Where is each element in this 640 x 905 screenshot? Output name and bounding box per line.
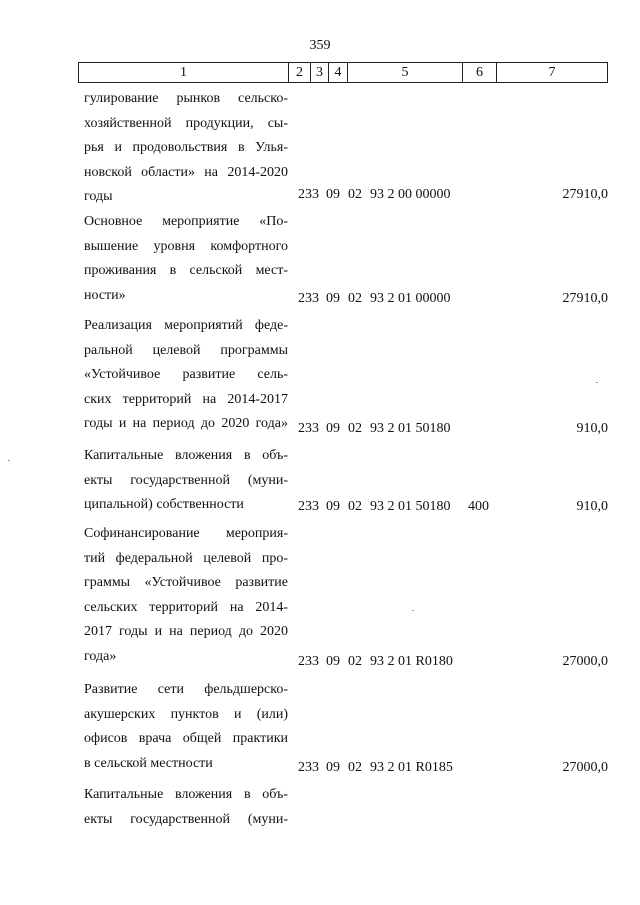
code-section: 09 [326,187,340,202]
header-col-3: 3 [310,62,329,83]
code-subsection: 02 [348,760,362,775]
code-admin: 233 [298,654,319,669]
description-line: Капитальные вложения в объ- [84,448,288,463]
description-line: рья и продовольствия в Улья- [84,140,288,156]
description-line: граммы «Устойчивое развитие [84,575,288,591]
table-row-description [84,444,288,518]
amount-value: 27000,0 [562,760,608,775]
description-line: ципальной) собственности [84,497,244,513]
code-target-article: 93 2 01 R0180 [370,654,453,669]
description-line: новской области» на 2014-2020 [84,164,288,180]
code-admin: 233 [298,187,319,202]
description-line: Развитие сети фельдшерско- [84,682,288,697]
table-row-description [84,783,288,832]
amount-value: 27910,0 [562,187,608,202]
description-line: акушерских пунктов и (или) [84,706,288,722]
code-target-article: 93 2 01 R0185 [370,760,453,775]
description-line: ности» [84,287,126,303]
code-subsection: 02 [348,187,362,202]
header-col-7: 7 [496,62,608,83]
header-col-6: 6 [462,62,497,83]
description-line: екты государственной (муни- [84,472,288,488]
code-section: 09 [326,760,340,775]
amount-value: 27910,0 [562,291,608,306]
description-line: проживания в сельской мест- [84,263,288,279]
scan-speck [596,382,598,383]
description-line: тий федеральной целевой про- [84,550,288,566]
code-target-article: 93 2 01 00000 [370,291,451,306]
code-subsection: 02 [348,499,362,514]
code-section: 09 [326,291,340,306]
code-target-article: 93 2 01 50180 [370,499,451,514]
description-line: Софинансирование мероприя- [84,526,288,541]
code-section: 09 [326,421,340,436]
description-line: хозяйственной продукции, сы- [84,115,288,131]
code-section: 09 [326,499,340,514]
table-row-description [84,210,288,308]
description-line: ральной целевой программы [84,342,288,358]
description-line: Капитальные вложения в объ- [84,787,288,802]
amount-value: 27000,0 [562,654,608,669]
code-expense-type: 400 [468,499,489,514]
description-line: екты государственной (муни- [84,811,288,827]
description-line: Основное мероприятие «По- [84,214,288,229]
code-subsection: 02 [348,421,362,436]
description-line: «Устойчивое развитие сель- [84,367,288,383]
table-row-description [84,678,288,776]
code-target-article: 93 2 00 00000 [370,187,451,202]
description-line: гулирование рынков сельско- [84,91,288,106]
header-col-5: 5 [347,62,463,83]
description-line: офисов врача общей практики [84,731,288,747]
description-line: в сельской местности [84,755,213,771]
code-subsection: 02 [348,291,362,306]
description-line: сельских территорий на 2014- [84,599,288,615]
scan-speck [8,460,10,461]
code-admin: 233 [298,291,319,306]
description-line: года» [84,648,117,664]
code-admin: 233 [298,760,319,775]
code-subsection: 02 [348,654,362,669]
scan-speck [412,610,414,611]
description-line: ских территорий на 2014-2017 [84,391,288,407]
table-row-description [84,522,288,670]
description-line: годы [84,189,113,205]
code-section: 09 [326,654,340,669]
header-col-2: 2 [288,62,311,83]
code-target-article: 93 2 01 50180 [370,421,451,436]
description-line: вышение уровня комфортного [84,238,288,254]
code-admin: 233 [298,421,319,436]
code-admin: 233 [298,499,319,514]
header-col-4: 4 [328,62,348,83]
description-line: годы и на период до 2020 года» [84,416,288,432]
amount-value: 910,0 [576,499,608,514]
amount-value: 910,0 [576,421,608,436]
table-row-description [84,87,288,210]
page-number: 359 [309,38,331,53]
table-row-description [84,314,288,437]
description-line: 2017 годы и на период до 2020 [84,624,288,640]
header-col-1: 1 [78,62,289,83]
description-line: Реализация мероприятий феде- [84,318,288,333]
